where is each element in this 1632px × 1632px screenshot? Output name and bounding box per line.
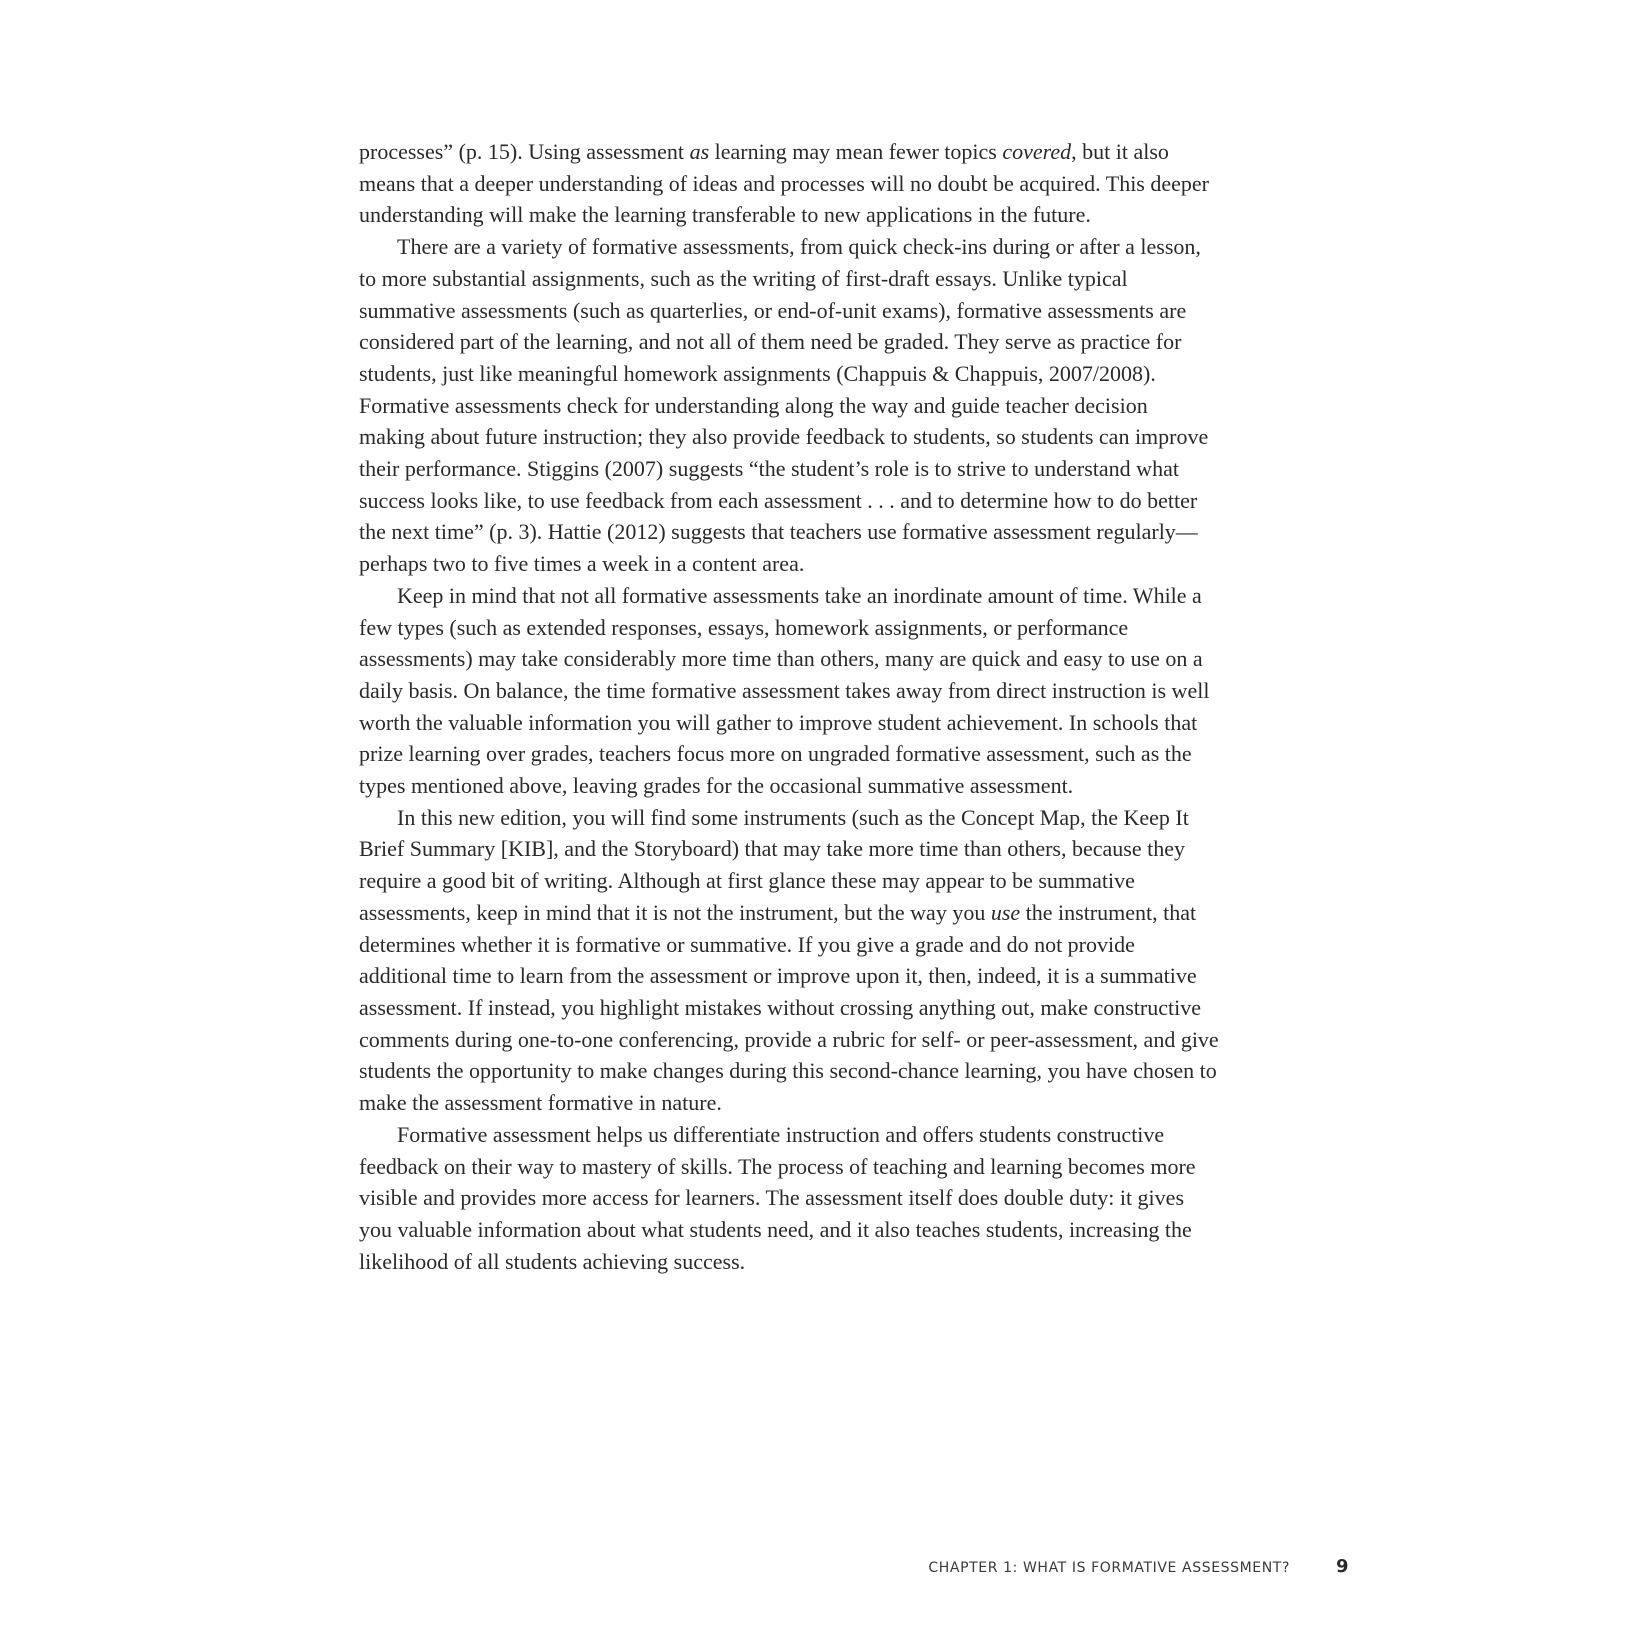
text-run: , but it also means that a deeper understanding of ideas and processes will no doubt be acquired. This deeper understanding will make the learning transferable to new applications in the future. [359,139,1209,228]
paragraph [359,1119,1219,1278]
text-run: Formative assessment helps us differentiate instruction and offers students constructive feedback on their way to mastery of skills. The process of teaching and learning becomes more visible and provides more access for learners. The assessment itself does double duty: it gives you valuable information about what students need, and it also teaches students, increasing the likelihood of all students achieving success. [359,1121,1196,1274]
paragraph [359,580,1219,802]
paragraph [359,802,1219,1119]
text-run: processes” (p. 15). Using assessment [359,139,690,164]
italic-run: use [990,899,1021,925]
body-text [359,136,1219,1277]
italic-run: as [689,139,710,164]
paragraph [359,136,1219,231]
text-run: There are a variety of formative assessments, from quick check-ins during or after a lesson, to more substantial assignments, such as the writing of first-draft essays. Unlike typical summative assessments (such as quarterlies, or end-of-unit exams), formative assessments are considered part of the learning, and not all of them need be graded. They serve as practice for students, just like meaningful homework assignments (Chappuis & Chappuis, 2007/2008). Formative assessments check for understanding along the way and guide teacher decision making about future instruction; they also provide feedback to students, so students can improve their performance. Stiggins (2007) suggests “the student’s role is to strive to understand what success looks like, to use feedback from each assessment . . . and to determine how to do better the next time” (p. 3). Hattie (2012) suggests that teachers use formative assessment regularly—perhaps two to five times a week in a content area. [359,234,1209,577]
text-run: learning may mean fewer topics [709,139,1003,164]
page-number: 9 [1336,1556,1349,1577]
italic-run: covered [1002,139,1072,164]
text-run: In this new edition, you will find some instruments (such as the Concept Map, the Keep It Brief Summary [KIB], and the Storyboard) that may take more time than others, because they require a good bit of writing. Although at first glance these may appear to be summative assessments, keep in mind that it is not the instrument, but the way you [359,804,1189,925]
text-run: the instrument, that determines whether it is formative or summative. If you give a grade and do not provide additional time to learn from the assessment or improve upon it, then, indeed, it is a summative assessment. If instead, you highlight mistakes without crossing anything out, make constructive comments during one-to-one conferencing, provide a rubric for self- or peer-assessment, and give students the opportunity to make changes during this second-chance learning, you have chosen to make the assessment formative in nature. [359,899,1219,1116]
running-footer-chapter-title: CHAPTER 1: WHAT IS FORMATIVE ASSESSMENT? [928,1560,1290,1576]
paragraph [359,231,1219,580]
text-run: Keep in mind that not all formative assessments take an inordinate amount of time. While a few types (such as extended responses, essays, homework assignments, or performance assessments) may take considerably more time than others, many are quick and easy to use on a daily basis. On balance, the time formative assessment takes away from direct instruction is well worth the valuable information you will gather to improve student achievement. In schools that prize learning over grades, teachers focus more on ungraded formative assessment, such as the types mentioned above, leaving grades for the occasional summative assessment. [359,582,1210,799]
